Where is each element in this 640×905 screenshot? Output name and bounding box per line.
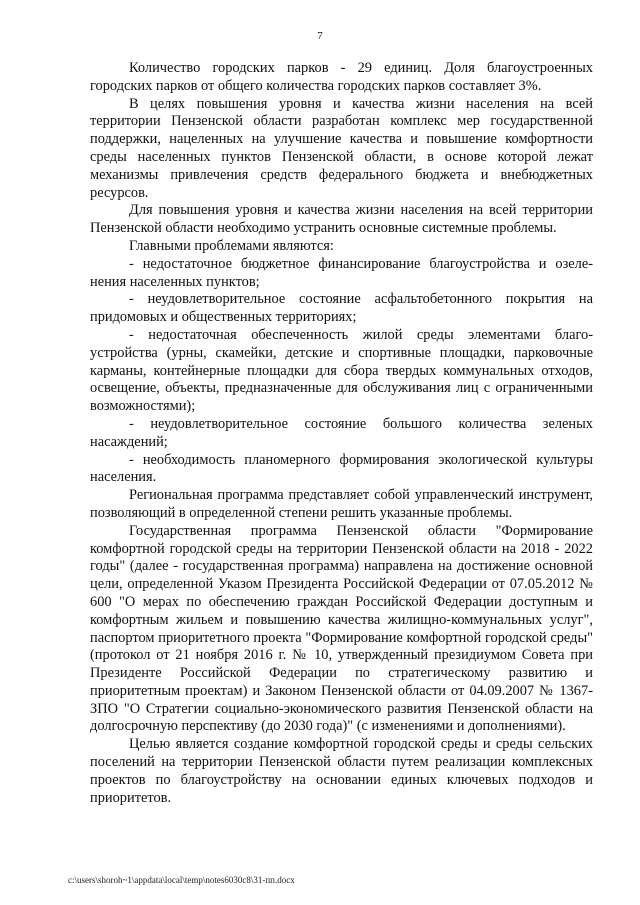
list-item-funding: - недостаточное бюджетное финансирование благоустройства и озеле-нения населенных пунктов;	[90, 255, 593, 290]
paragraph-regional-program: Региональная программа представляет собой управленческий инструмент, позволяющий в определенной степени решить указанные проблемы.	[90, 487, 593, 521]
list-item-asphalt: - неудовлетворительное состояние асфальтобетонного покрытия на придомовых и общественных территориях;	[90, 291, 593, 326]
list-item-green-spaces: - неудовлетворительное состояние большого количества зеленых насаждений;	[90, 415, 593, 450]
paragraph-support-measures: В целях повышения уровня и качества жизни населения на всей территории Пензенской области разработан комплекс мер государственной поддержки, нацеленных на улучшение качества и повышение комфортности среды населенных пунктов Пензенской области, в основе которой лежат механизмы привлечения средств федерального бюджета и внебюджетных ресурсов.	[90, 95, 593, 201]
paragraph-system-problems: Для повышения уровня и качества жизни населения на всей территории Пензенской области необходимо устранить основные системные проблемы.	[90, 202, 593, 237]
footer-file-path: c:\users\shoroh~1\appdata\local\temp\notes6030c8\31-пп.docx	[68, 875, 295, 885]
paragraph-parks-count: Количество городских парков - 29 единиц. Доля благоустроенных городских парков от общего количества городских парков составляет 3%.	[90, 60, 593, 94]
page-number: 7	[317, 30, 323, 42]
document-body	[90, 60, 593, 807]
list-item-ecological-culture: - необходимость планомерного формирования экологической культуры населения.	[90, 451, 593, 486]
paragraph-state-program: Государственная программа Пензенской области "Формирование комфортной городской среды на территории Пензенской области на 2018 - 2022 годы" (далее - государственная программа) направлена на достижение основной цели, определенной Указом Президента Российской Федерации от 07.05.2012 № 600 "О мерах по обеспечению граждан Российской Федерации доступным и комфортным жильем и повышению качества жилищно-коммунальных услуг", паспортом приоритетного проекта "Формирование комфортной городской среды" (протокол от 21 ноября 2016 г. № 10, утвержденный президиумом Совета при Президенте Российской Федерации по стратегическому развитию и приоритетным проектам) и Законом Пензенской области от 04.09.2007 № 1367-ЗПО "О Стратегии социально-экономического развития Пензенской области на долгосрочную перспективу (до 2030 года)" (с изменениями и дополнениями).	[90, 522, 593, 735]
paragraph-goal: Целью является создание комфортной городской среды и среды сельских поселений на территории Пензенской области путем реализации комплексных проектов по благоустройству на основании единых ключевых подходов и приоритетов.	[90, 736, 593, 806]
paragraph-main-problems-heading: Главными проблемами являются:	[129, 237, 334, 254]
list-item-amenities: - недостаточная обеспеченность жилой среды элементами благо-устройства (урны, скамейки, детские и спортивные площадки, парковочные карманы, контейнерные площадки для сбора твердых коммунальных отходов, освещение, объекты, предназначенные для обслуживания лиц с ограниченными возможностями);	[90, 326, 593, 415]
